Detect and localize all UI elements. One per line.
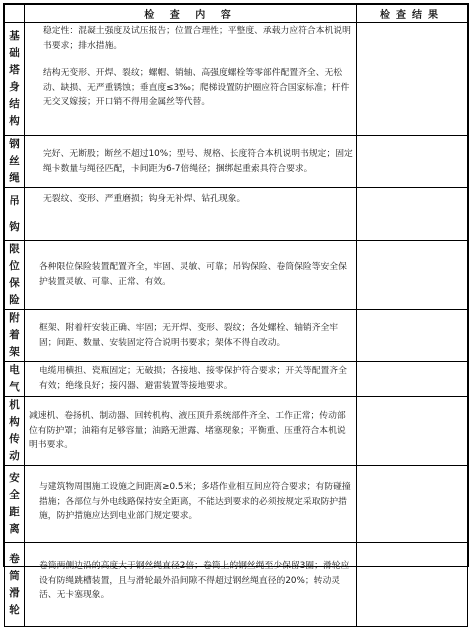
category-limit-safety: 限位保险 (5, 241, 25, 310)
category-hook: 吊钩 (5, 188, 25, 241)
table-row (5, 136, 468, 188)
table-row (5, 397, 468, 466)
requirement-text: 结构无变形、开焊、裂纹；螺帽、销轴、高强度螺栓等零部件配置齐全、无松动、缺损、无严重锈蚀；垂直度≤3‰；爬梯设置防护圈应符合国家标准；杆件无交叉嫁接；开口销不得用金属丝等代替。 (43, 68, 350, 108)
result-cell[interactable] (357, 466, 468, 543)
category-foundation-tower: 基础塔身结构 (5, 23, 25, 136)
category-drum-pulley: 卷筒滑轮 (5, 543, 25, 627)
table-row (5, 362, 468, 397)
result-cell[interactable] (357, 543, 468, 627)
requirement-text: 电缆用横担、瓷瓶固定；无破损；各接地、接零保护符合要求；开关等配置齐全有效；绝缘良好；接闪器、避雷装置等接地要求。 (25, 362, 357, 397)
requirement-text: 稳定性：混凝土强度及试压报告；位置合理性；平整度、承载力应符合本机说明书要求；排水措施。 (43, 26, 351, 51)
result-cell[interactable] (357, 188, 468, 241)
category-attachment-frame: 附着架 (5, 310, 25, 362)
header-result: 检查结果 (357, 5, 468, 23)
result-cell[interactable] (357, 23, 468, 136)
table-row (5, 543, 468, 627)
header-item (5, 5, 25, 23)
table-row (5, 241, 468, 310)
result-cell[interactable] (357, 397, 468, 466)
table-row (5, 466, 468, 543)
result-cell[interactable] (357, 310, 468, 362)
result-cell[interactable] (357, 241, 468, 310)
table-row (5, 23, 468, 136)
requirement-text: 各种限位保险装置配置齐全，牢固、灵敏、可靠；吊钩保险、卷筒保险等安全保护装置灵敏、可靠、正常、有效。 (25, 241, 357, 310)
inspection-table (4, 4, 468, 627)
requirement-text: 完好、无断股；断丝不超过10%；型号、规格、长度符合本机说明书规定；固定绳卡数量与绳径匹配，卡间距为6-7倍绳径；捆绑起重索具符合要求。 (25, 136, 357, 188)
category-safety-distance: 安全距离 (5, 466, 25, 543)
header-content: 检 查 内 容 (25, 5, 357, 23)
table-row (5, 310, 468, 362)
category-mechanism-drive: 机构传动 (5, 397, 25, 466)
result-cell[interactable] (357, 362, 468, 397)
requirement-text: 框架、附着杆安装正确、牢固；无开焊、变形、裂纹；各处螺栓、轴销齐全牢固；间距、数量、安装固定符合说明书要求；架体不得自改动。 (25, 310, 357, 362)
result-cell[interactable] (357, 136, 468, 188)
requirement-text: 与建筑物周围施工设施之间距离≥0.5米；多塔作业相互间应符合要求；有防碰撞措施；各部位与外电线路保持安全距离，不能达到要求的必须按规定采取防护措施，防护措施应达到电业部门规定要求。 (25, 466, 357, 543)
requirement-text: 无裂纹、变形、严重磨损；钩身无补焊、钻孔现象。 (25, 188, 357, 241)
requirement-cell (25, 23, 357, 136)
inspection-sheet (3, 3, 469, 616)
category-wire-rope: 钢丝绳 (5, 136, 25, 188)
requirement-text: 减速机、卷扬机、制动器、回转机构、液压顶升系统部件齐全、工作正常；传动部位有防护罩；油箱有足够容量；油路无泄露、堵塞现象；平衡重、压重符合本机说明书要求。 (25, 397, 357, 466)
category-electrical: 电气 (5, 362, 25, 397)
table-row (5, 188, 468, 241)
requirement-text: 卷筒两侧边沿的高度大于钢丝绳直径2倍；卷筒上的钢丝绳至少保留3圈；滑轮应设有防绳跳槽装置，且与滑轮最外沿间隙不得超过钢丝绳直径的20%；转动灵活、无卡塞现象。 (25, 543, 357, 627)
header-row (5, 5, 468, 23)
